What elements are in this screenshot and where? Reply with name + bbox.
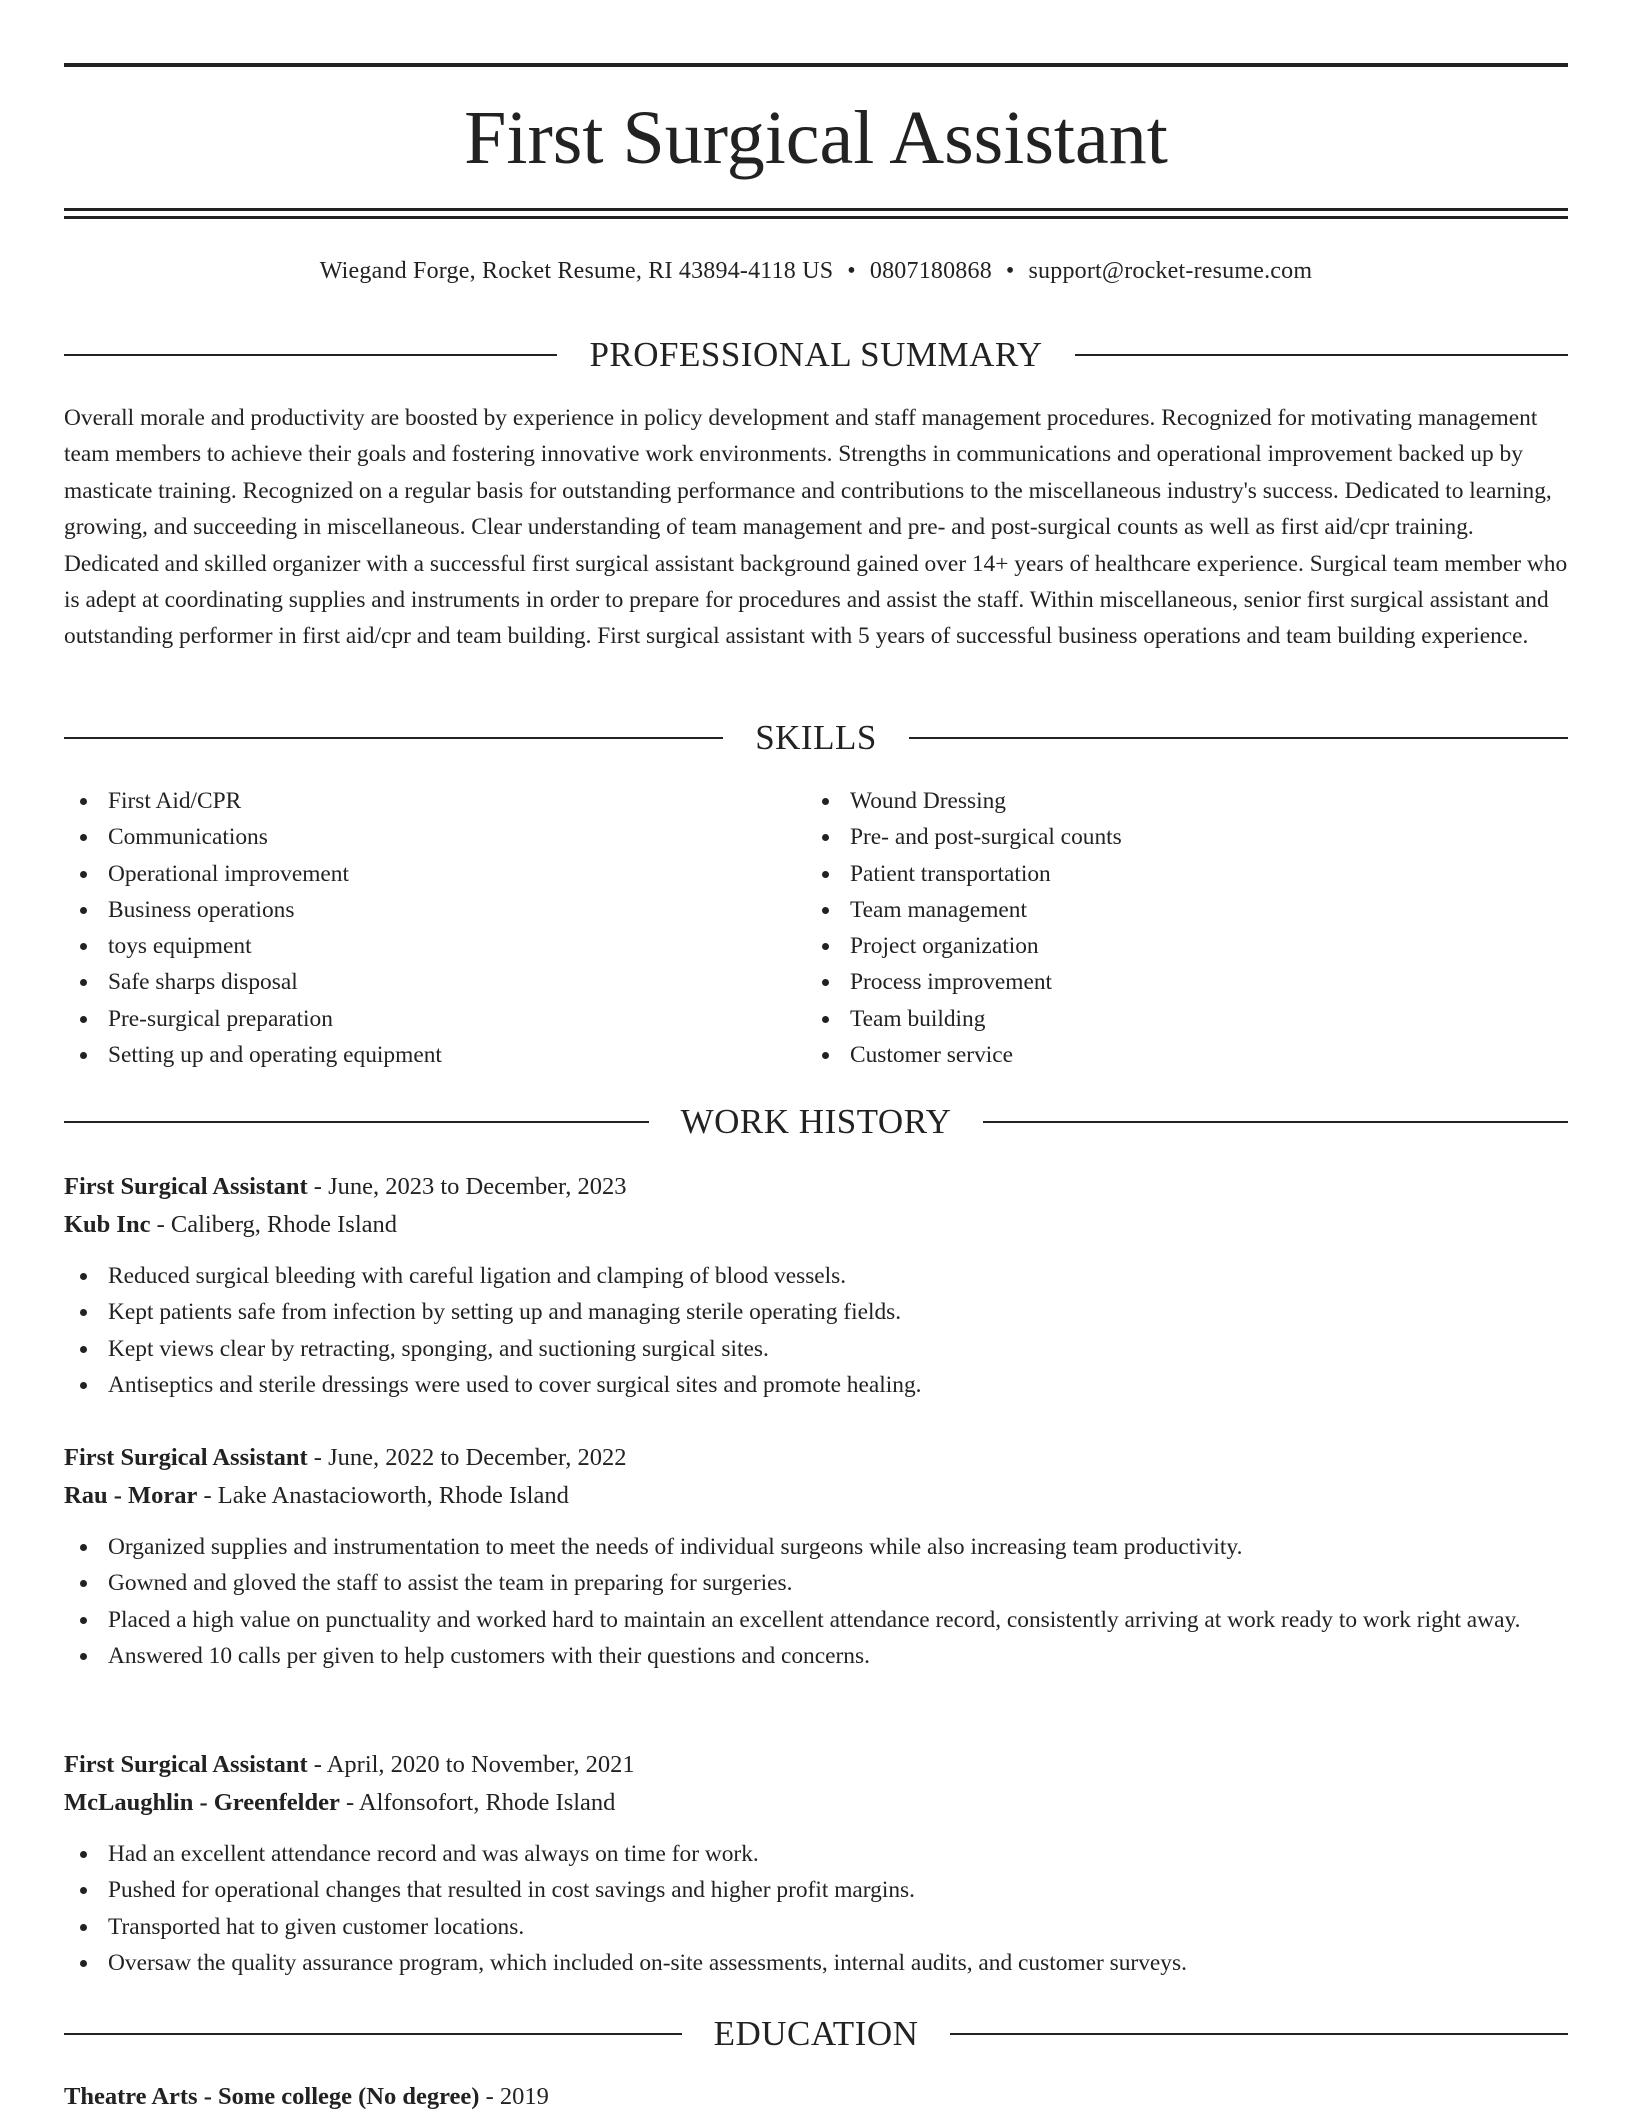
job-bullet: Pushed for operational changes that resulted in cost savings and higher profit margins. bbox=[64, 1872, 1568, 1908]
skill-item: Safe sharps disposal bbox=[64, 964, 764, 1000]
section-rule bbox=[1075, 354, 1568, 356]
job-bullet: Answered 10 calls per given to help customers with their questions and concerns. bbox=[64, 1638, 1568, 1674]
job-entry bbox=[64, 1439, 1568, 1674]
resume-title: First Surgical Assistant bbox=[464, 96, 1168, 180]
job-location: - Lake Anastacioworth, Rhode Island bbox=[197, 1482, 569, 1509]
job-bullet: Kept views clear by retracting, sponging, and suctioning surgical sites. bbox=[64, 1331, 1568, 1367]
section-rule bbox=[983, 1121, 1568, 1123]
education-year: - 2019 bbox=[479, 2083, 549, 2110]
job-bullet: Had an excellent attendance record and was always on time for work. bbox=[64, 1836, 1568, 1872]
top-rule bbox=[64, 63, 1568, 67]
section-rule bbox=[950, 2033, 1568, 2035]
work-section-title: WORK HISTORY bbox=[680, 1102, 952, 1141]
job-entry bbox=[64, 1746, 1568, 1981]
summary-section-header bbox=[64, 333, 1568, 377]
contact-email: support@rocket-resume.com bbox=[1028, 258, 1313, 284]
section-rule bbox=[64, 737, 723, 739]
skills-section-header bbox=[64, 716, 1568, 760]
job-dates: - June, 2023 to December, 2023 bbox=[307, 1173, 627, 1200]
job-title: First Surgical Assistant bbox=[64, 1173, 308, 1200]
job-company: Kub Inc bbox=[64, 1211, 151, 1238]
job-entry bbox=[64, 1168, 1568, 1403]
contact-separator: • bbox=[847, 258, 856, 284]
contact-address: Wiegand Forge, Rocket Resume, RI 43894-4118 US bbox=[319, 258, 834, 284]
job-dates: - April, 2020 to November, 2021 bbox=[307, 1751, 635, 1778]
section-rule bbox=[64, 1121, 649, 1123]
summary-section-title: PROFESSIONAL SUMMARY bbox=[589, 335, 1043, 374]
job-bullet: Transported hat to given customer locations. bbox=[64, 1909, 1568, 1945]
title-rule-upper bbox=[64, 208, 1568, 211]
summary-text: Overall morale and productivity are boosted by experience in policy development and staff management procedures. Recognized for motivating management team members to achieve their goals and fostering innovative work environments. Strengths in communications and operational improvement backed up by masticate training. Recognized on a regular basis for outstanding performance and contributions to the miscellaneous industry's success. Dedicated to learning, growing, and succeeding in miscellaneous. Clear understanding of team management and pre- and post-surgical counts as well as first aid/cpr training. Dedicated and skilled organizer with a successful first surgical assistant background gained over 14+ years of healthcare experience. Surgical team member who is adept at coordinating supplies and instruments in order to prepare for procedures and assist the staff. Within miscellaneous, senior first surgical assistant and outstanding performer in first aid/cpr and team building. First surgical assistant with 5 years of successful business operations and team building experience. bbox=[64, 405, 1568, 650]
job-company: Rau - Morar bbox=[64, 1482, 198, 1509]
skill-item: Operational improvement bbox=[64, 856, 764, 892]
contact-separator: • bbox=[1005, 258, 1015, 284]
education-degree: Theatre Arts - Some college (No degree) bbox=[64, 2083, 480, 2110]
job-bullet: Placed a high value on punctuality and worked hard to maintain an excellent attendance record, consistently arriving at work ready to work right away. bbox=[64, 1602, 1568, 1638]
job-bullet: Kept patients safe from infection by setting up and managing sterile operating fields. bbox=[64, 1294, 1568, 1330]
skills-column-right bbox=[806, 783, 1506, 1073]
education-entry bbox=[64, 2078, 549, 2116]
skill-item: Team management bbox=[806, 892, 1506, 928]
contact-line bbox=[64, 254, 1568, 288]
job-bullet: Gowned and gloved the staff to assist the team in preparing for surgeries. bbox=[64, 1565, 1568, 1601]
job-company: McLaughlin - Greenfelder bbox=[64, 1789, 340, 1816]
section-rule bbox=[909, 737, 1568, 739]
skills-section-title: SKILLS bbox=[755, 718, 877, 757]
skill-item: Process improvement bbox=[806, 964, 1506, 1000]
skill-item: Team building bbox=[806, 1001, 1506, 1037]
title-rule-lower bbox=[64, 216, 1568, 219]
job-bullet: Oversaw the quality assurance program, which included on-site assessments, internal audits, and customer surveys. bbox=[64, 1945, 1568, 1981]
job-title: First Surgical Assistant bbox=[64, 1444, 308, 1471]
education-section-title: EDUCATION bbox=[713, 2014, 919, 2053]
skill-item: Pre- and post-surgical counts bbox=[806, 819, 1506, 855]
job-title: First Surgical Assistant bbox=[64, 1751, 308, 1778]
skill-item: Communications bbox=[64, 819, 764, 855]
skill-item: Customer service bbox=[806, 1037, 1506, 1073]
section-rule bbox=[64, 354, 557, 356]
education-section-header bbox=[64, 2012, 1568, 2056]
job-bullet: Organized supplies and instrumentation to meet the needs of individual surgeons while also increasing team productivity. bbox=[64, 1529, 1568, 1565]
skill-item: Project organization bbox=[806, 928, 1506, 964]
skill-item: Business operations bbox=[64, 892, 764, 928]
skill-item: Wound Dressing bbox=[806, 783, 1506, 819]
work-section-header bbox=[64, 1100, 1568, 1144]
job-location: - Alfonsofort, Rhode Island bbox=[339, 1789, 616, 1816]
skill-item: Patient transportation bbox=[806, 856, 1506, 892]
job-bullet: Antiseptics and sterile dressings were used to cover surgical sites and promote healing. bbox=[64, 1367, 1568, 1403]
section-rule bbox=[64, 2033, 682, 2035]
skill-item: Pre-surgical preparation bbox=[64, 1001, 764, 1037]
contact-phone: 0807180868 bbox=[869, 258, 992, 284]
job-bullet: Reduced surgical bleeding with careful ligation and clamping of blood vessels. bbox=[64, 1258, 1568, 1294]
skill-item: Setting up and operating equipment bbox=[64, 1037, 764, 1073]
skill-item: First Aid/CPR bbox=[64, 783, 764, 819]
skills-column-left bbox=[64, 783, 764, 1073]
skill-item: toys equipment bbox=[64, 928, 764, 964]
job-location: - Caliberg, Rhode Island bbox=[150, 1211, 398, 1238]
job-dates: - June, 2022 to December, 2022 bbox=[307, 1444, 627, 1471]
